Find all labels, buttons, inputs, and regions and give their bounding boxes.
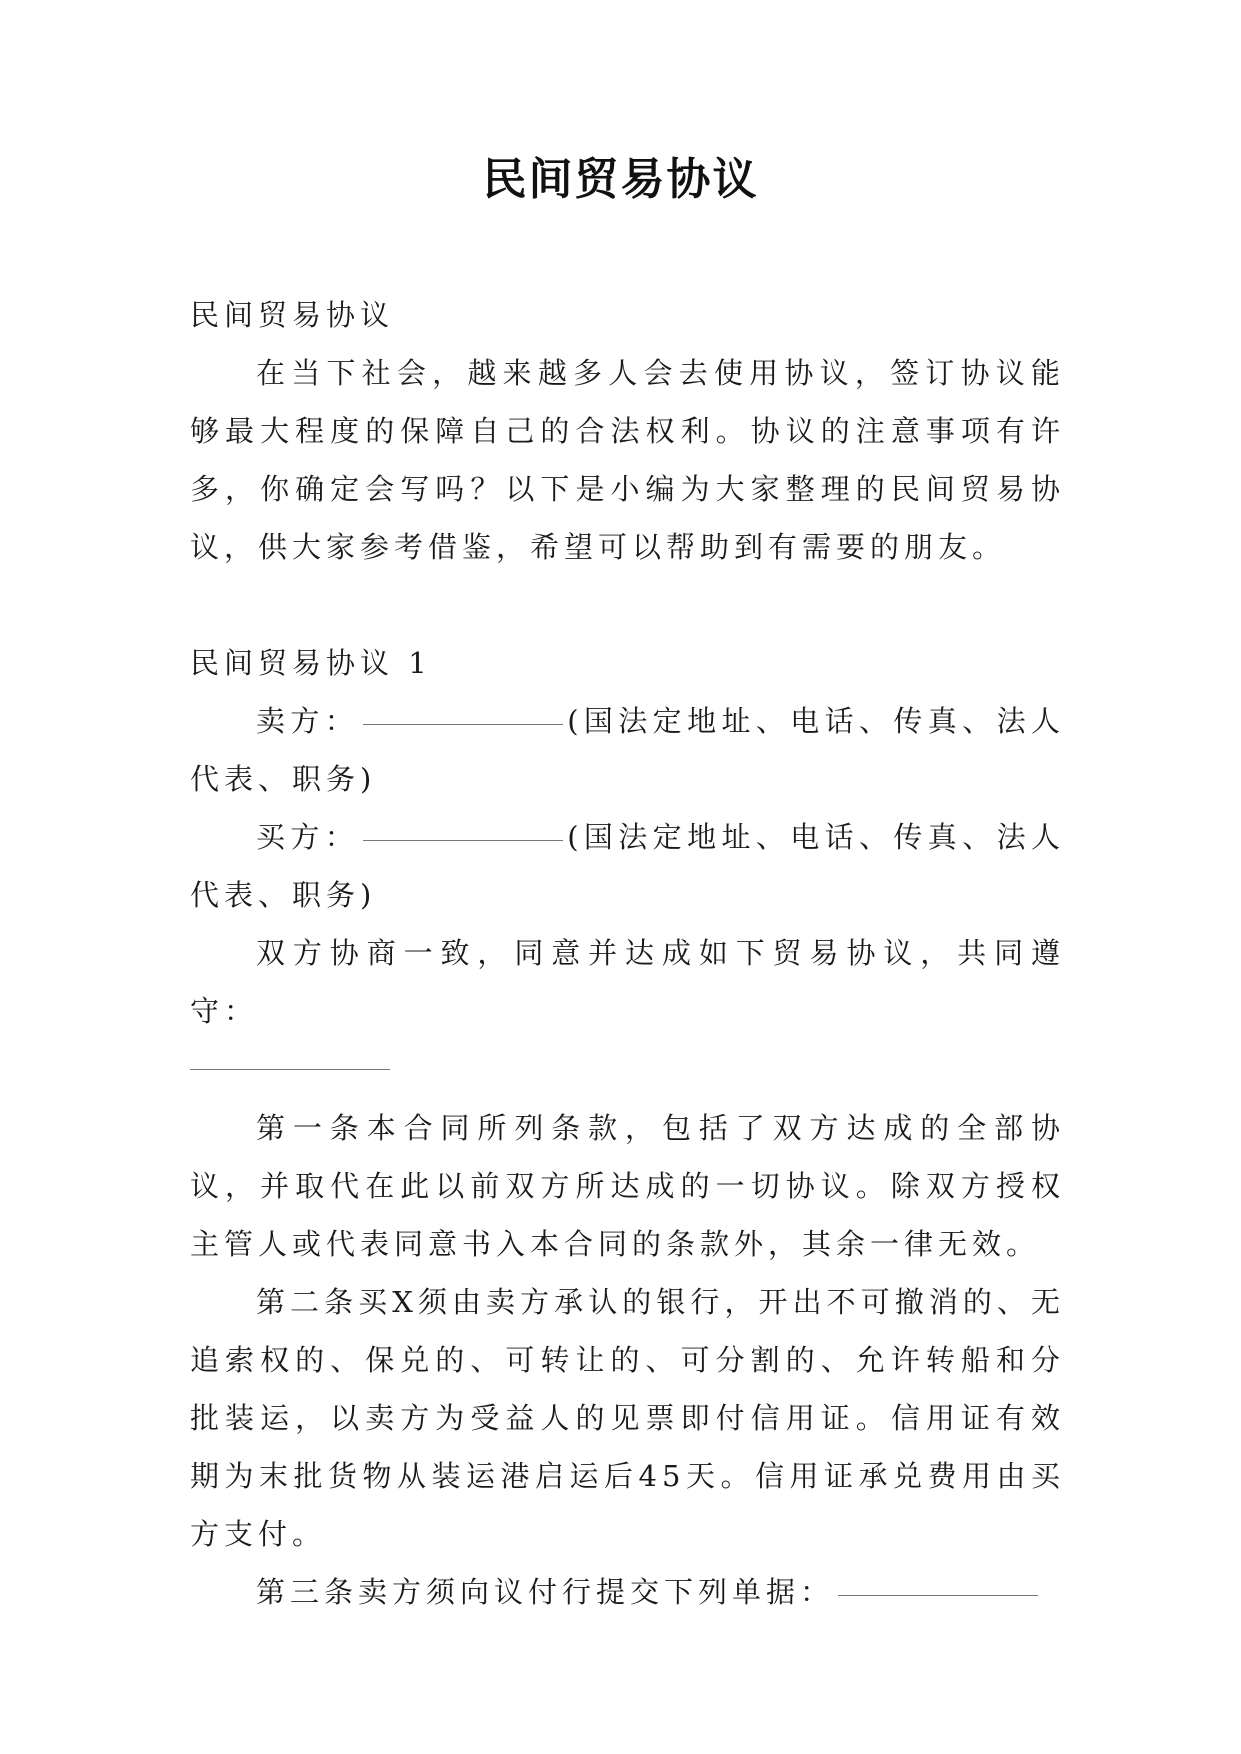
document-heading: 民间贸易协议	[190, 298, 395, 332]
article-3: 第三条卖方须向议付行提交下列单据：	[256, 1575, 835, 1609]
buyer-label: 买方：	[256, 820, 360, 854]
seller-blank	[363, 723, 563, 725]
spacer	[190, 576, 1065, 634]
article-3-line	[190, 1563, 1065, 1621]
document-body	[190, 286, 1065, 1621]
document-title: 民间贸易协议	[482, 154, 759, 205]
buyer-note: (国法定地址、电话、传真、法人代表、职务)	[190, 820, 1065, 912]
seller-note: (国法定地址、电话、传真、法人代表、职务)	[190, 704, 1065, 796]
article-1: 第一条本合同所列条款，包括了双方达成的全部协议，并取代在此以前双方所达成的一切协议。除双方授权主管人或代表同意书入本合同的条款外，其余一律无效。	[190, 1111, 1065, 1261]
intro-paragraph: 在当下社会，越来越多人会去使用协议，签订协议能够最大程度的保障自己的合法权利。协议的注意事项有许多，你确定会写吗？以下是小编为大家整理的民间贸易协议，供大家参考借鉴，希望可以帮助到有需要的朋友。	[190, 356, 1065, 564]
agreement-line: 双方协商一致，同意并达成如下贸易协议，共同遵守：	[190, 936, 1065, 1028]
buyer-blank	[363, 839, 563, 841]
article-3-blank	[838, 1594, 1038, 1596]
seller-line	[190, 692, 1065, 808]
buyer-line	[190, 808, 1065, 924]
section-title: 民间贸易协议 1	[190, 646, 432, 680]
seller-label: 卖方：	[256, 704, 360, 738]
article-2: 第二条买X须由卖方承认的银行，开出不可撤消的、无追索权的、保兑的、可转让的、可分割的、允许转船和分批装运，以卖方为受益人的见票即付信用证。信用证有效期为末批货物从装运港启运后45天。信用证承兑费用由买方支付。	[190, 1285, 1065, 1551]
agreement-blank	[190, 1068, 390, 1070]
